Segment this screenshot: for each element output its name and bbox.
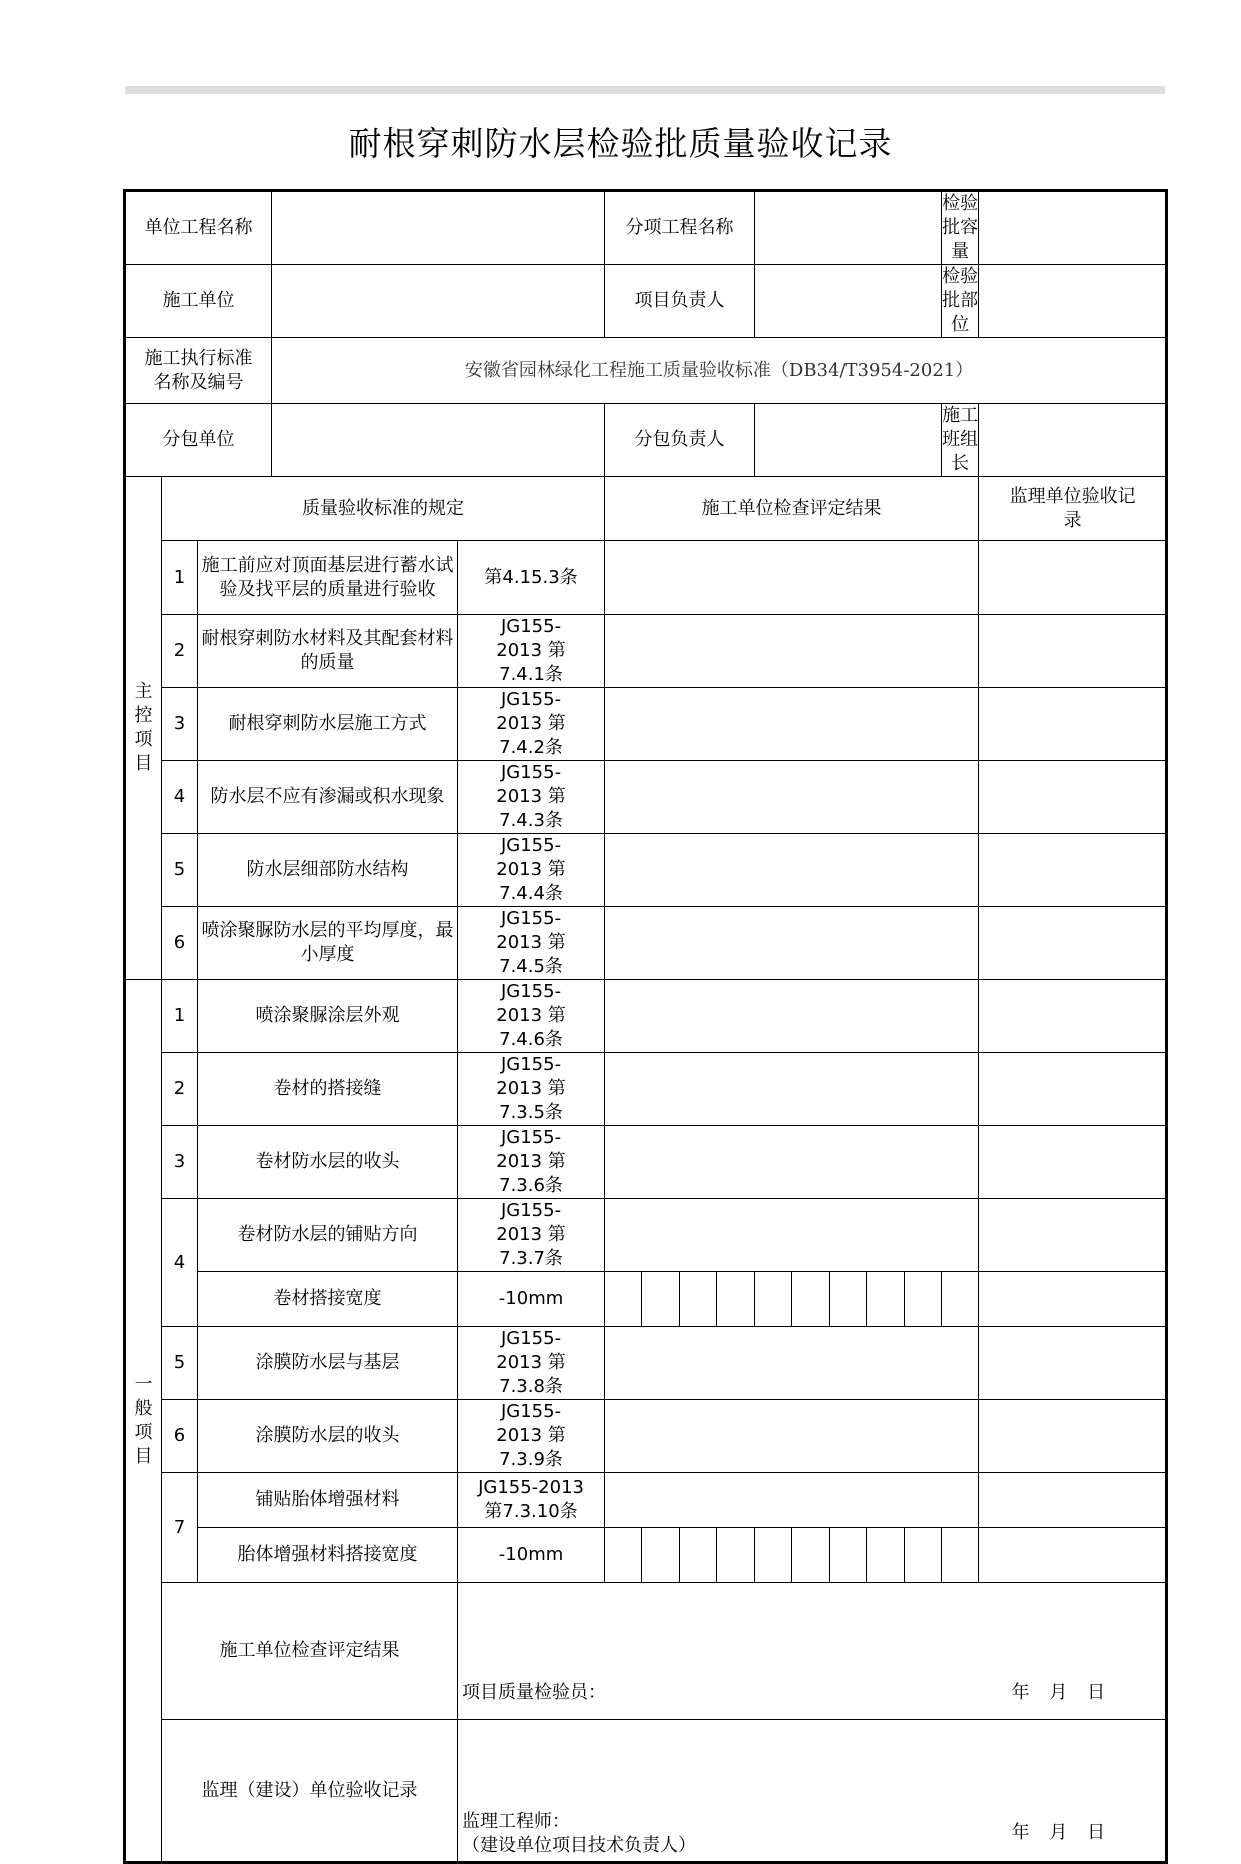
item-number: 3	[162, 688, 198, 761]
unit-project-field[interactable]	[272, 191, 605, 265]
batch-capacity-label: 检验批容量	[942, 191, 979, 265]
contractor-date: 年 月 日	[1011, 1682, 1106, 1703]
item-description: 防水层细部防水结构	[198, 834, 458, 907]
supervisor-record-cell[interactable]	[979, 1126, 1167, 1199]
item-standard: JG155-2013 第7.3.6条	[458, 1126, 605, 1199]
measurement-cell[interactable]	[605, 1272, 642, 1327]
item-standard: -10mm	[458, 1272, 605, 1327]
owner-rep-label: （建设单位项目技术负责人）	[462, 1835, 697, 1856]
item-number: 2	[162, 1053, 198, 1126]
item-number: 7	[162, 1473, 198, 1583]
item-description: 涂膜防水层的收头	[198, 1400, 458, 1473]
contractor-result-cell[interactable]	[605, 1400, 979, 1473]
batch-location-label: 检验批部位	[942, 265, 979, 338]
supervisor-record-cell[interactable]	[979, 1199, 1167, 1272]
measurement-cell[interactable]	[642, 1272, 680, 1327]
contractor-result-cell[interactable]	[605, 688, 979, 761]
general-section-label: 一 般 项 目	[125, 980, 162, 1863]
column-header-row	[125, 477, 1167, 541]
supervisor-record-cell[interactable]	[979, 834, 1167, 907]
supervisor-check-row	[125, 1720, 1167, 1863]
measurement-cell[interactable]	[905, 1272, 942, 1327]
sub-project-label: 分项工程名称	[605, 191, 755, 265]
item-standard: JG155-2013 第7.3.5条	[458, 1053, 605, 1126]
main-section-label: 主 控 项 目	[125, 477, 162, 980]
col-supervisor-header: 监理单位验收记录	[979, 477, 1167, 541]
item-standard: JG155-2013 第7.3.10条	[458, 1473, 605, 1528]
measurement-cell[interactable]	[942, 1272, 979, 1327]
item-standard: JG155-2013 第7.4.5条	[458, 907, 605, 980]
unit-project-label: 单位工程名称	[125, 191, 272, 265]
measurement-cell[interactable]	[605, 1528, 642, 1583]
general-item-row	[125, 1473, 1167, 1528]
measurement-cell[interactable]	[792, 1528, 830, 1583]
supervisor-record-cell[interactable]	[979, 541, 1167, 615]
constructor-field[interactable]	[272, 265, 605, 338]
item-description: 耐根穿刺防水材料及其配套材料的质量	[198, 615, 458, 688]
general-item-row	[125, 1272, 1167, 1327]
supervisor-record-cell[interactable]	[979, 1327, 1167, 1400]
supervisor-record-cell[interactable]	[979, 615, 1167, 688]
project-manager-field[interactable]	[755, 265, 942, 338]
main-item-row	[125, 907, 1167, 980]
subcontractor-label: 分包单位	[125, 404, 272, 477]
standard-value: 安徽省园林绿化工程施工质量验收标准（DB34/T3954-2021）	[272, 338, 1167, 404]
contractor-result-cell[interactable]	[605, 1126, 979, 1199]
header-row-2	[125, 265, 1167, 338]
supervisor-record-cell[interactable]	[979, 1528, 1167, 1583]
team-leader-label: 施工班组长	[942, 404, 979, 477]
item-standard: JG155-2013 第7.4.3条	[458, 761, 605, 834]
contractor-result-cell[interactable]	[605, 907, 979, 980]
item-description: 喷涂聚脲涂层外观	[198, 980, 458, 1053]
item-description: 卷材搭接宽度	[198, 1272, 458, 1327]
general-item-row	[125, 1528, 1167, 1583]
page-title: 耐根穿刺防水层检验批质量验收记录	[348, 124, 893, 163]
subcontract-manager-label: 分包负责人	[605, 404, 755, 477]
inspection-record-table	[123, 189, 1168, 1864]
measurement-cell[interactable]	[717, 1528, 755, 1583]
item-number: 6	[162, 1400, 198, 1473]
item-description: 喷涂聚脲防水层的平均厚度，最小厚度	[198, 907, 458, 980]
item-number: 6	[162, 907, 198, 980]
supervisor-record-cell[interactable]	[979, 1053, 1167, 1126]
supervisor-record-cell[interactable]	[979, 688, 1167, 761]
main-item-row	[125, 615, 1167, 688]
item-standard: JG155-2013 第7.3.7条	[458, 1199, 605, 1272]
header-row-3	[125, 338, 1167, 404]
measurement-cell[interactable]	[755, 1272, 792, 1327]
col-spec-header: 质量验收标准的规定	[162, 477, 605, 541]
item-standard: JG155-2013 第7.4.4条	[458, 834, 605, 907]
item-description: 胎体增强材料搭接宽度	[198, 1528, 458, 1583]
item-standard: JG155-2013 第7.3.9条	[458, 1400, 605, 1473]
supervisor-record-cell[interactable]	[979, 980, 1167, 1053]
contractor-result-cell[interactable]	[605, 1473, 979, 1528]
measurement-cell[interactable]	[680, 1272, 717, 1327]
supervisor-check-label: 监理（建设）单位验收记录	[162, 1720, 458, 1863]
measurement-cell[interactable]	[717, 1272, 755, 1327]
constructor-label: 施工单位	[125, 265, 272, 338]
supervisor-record-cell[interactable]	[979, 761, 1167, 834]
header-row-1	[125, 191, 1167, 265]
batch-capacity-field[interactable]	[979, 191, 1167, 265]
supervisor-record-cell[interactable]	[979, 1473, 1167, 1528]
general-item-row	[125, 1126, 1167, 1199]
item-description: 铺贴胎体增强材料	[198, 1473, 458, 1528]
general-item-row	[125, 1400, 1167, 1473]
item-number: 1	[162, 541, 198, 615]
item-number: 1	[162, 980, 198, 1053]
general-item-row	[125, 1327, 1167, 1400]
main-item-row	[125, 761, 1167, 834]
contractor-result-cell[interactable]	[605, 834, 979, 907]
sub-project-field[interactable]	[755, 191, 942, 265]
subcontractor-field[interactable]	[272, 404, 605, 477]
contractor-result-cell[interactable]	[605, 541, 979, 615]
item-number: 4	[162, 761, 198, 834]
item-number: 5	[162, 1327, 198, 1400]
measurement-cell[interactable]	[905, 1528, 942, 1583]
subcontract-manager-field[interactable]	[755, 404, 942, 477]
standard-label: 施工执行标准名称及编号	[125, 338, 272, 404]
item-standard: -10mm	[458, 1528, 605, 1583]
measurement-cell[interactable]	[867, 1272, 905, 1327]
general-item-row	[125, 1199, 1167, 1272]
contractor-check-row	[125, 1583, 1167, 1720]
batch-location-field[interactable]	[979, 265, 1167, 338]
item-number: 2	[162, 615, 198, 688]
item-description: 卷材防水层的铺贴方向	[198, 1199, 458, 1272]
top-rule	[125, 86, 1165, 94]
contractor-check-label: 施工单位检查评定结果	[162, 1583, 458, 1720]
supervisor-check-area[interactable]	[458, 1720, 1167, 1863]
item-number: 5	[162, 834, 198, 907]
general-item-row	[125, 1053, 1167, 1126]
item-standard: JG155-2013 第7.4.2条	[458, 688, 605, 761]
contractor-result-cell[interactable]	[605, 761, 979, 834]
item-number: 4	[162, 1199, 198, 1327]
contractor-result-cell[interactable]	[605, 980, 979, 1053]
item-standard: JG155-2013 第7.4.6条	[458, 980, 605, 1053]
measurement-cell[interactable]	[830, 1272, 867, 1327]
supervisor-record-cell[interactable]	[979, 1400, 1167, 1473]
main-item-row	[125, 541, 1167, 615]
col-contractor-header: 施工单位检查评定结果	[605, 477, 979, 541]
supervisor-record-cell[interactable]	[979, 1272, 1167, 1327]
inspector-label: 项目质量检验员：	[462, 1682, 607, 1703]
contractor-result-cell[interactable]	[605, 1053, 979, 1126]
measurement-cell[interactable]	[830, 1528, 867, 1583]
supervisor-record-cell[interactable]	[979, 907, 1167, 980]
project-manager-label: 项目负责人	[605, 265, 755, 338]
main-item-row	[125, 834, 1167, 907]
item-description: 卷材防水层的收头	[198, 1126, 458, 1199]
item-description: 耐根穿刺防水层施工方式	[198, 688, 458, 761]
general-item-row	[125, 980, 1167, 1053]
item-standard: JG155-2013 第7.3.8条	[458, 1327, 605, 1400]
supervisor-date: 年 月 日	[1011, 1822, 1106, 1843]
measurement-cell[interactable]	[792, 1272, 830, 1327]
item-description: 卷材的搭接缝	[198, 1053, 458, 1126]
item-standard: 第4.15.3条	[458, 541, 605, 615]
main-item-row	[125, 688, 1167, 761]
contractor-result-cell[interactable]	[605, 1327, 979, 1400]
contractor-result-cell[interactable]	[605, 615, 979, 688]
contractor-result-cell[interactable]	[605, 1199, 979, 1272]
contractor-check-area[interactable]	[458, 1583, 1167, 1720]
item-number: 3	[162, 1126, 198, 1199]
item-description: 防水层不应有渗漏或积水现象	[198, 761, 458, 834]
measurement-cell[interactable]	[942, 1528, 979, 1583]
measurement-cell[interactable]	[642, 1528, 680, 1583]
item-standard: JG155-2013 第7.4.1条	[458, 615, 605, 688]
header-row-4	[125, 404, 1167, 477]
engineer-label: 监理工程师：	[462, 1811, 571, 1832]
measurement-cell[interactable]	[680, 1528, 717, 1583]
measurement-cell[interactable]	[867, 1528, 905, 1583]
item-description: 涂膜防水层与基层	[198, 1327, 458, 1400]
measurement-cell[interactable]	[755, 1528, 792, 1583]
team-leader-field[interactable]	[979, 404, 1167, 477]
item-description: 施工前应对顶面基层进行蓄水试验及找平层的质量进行验收	[198, 541, 458, 615]
